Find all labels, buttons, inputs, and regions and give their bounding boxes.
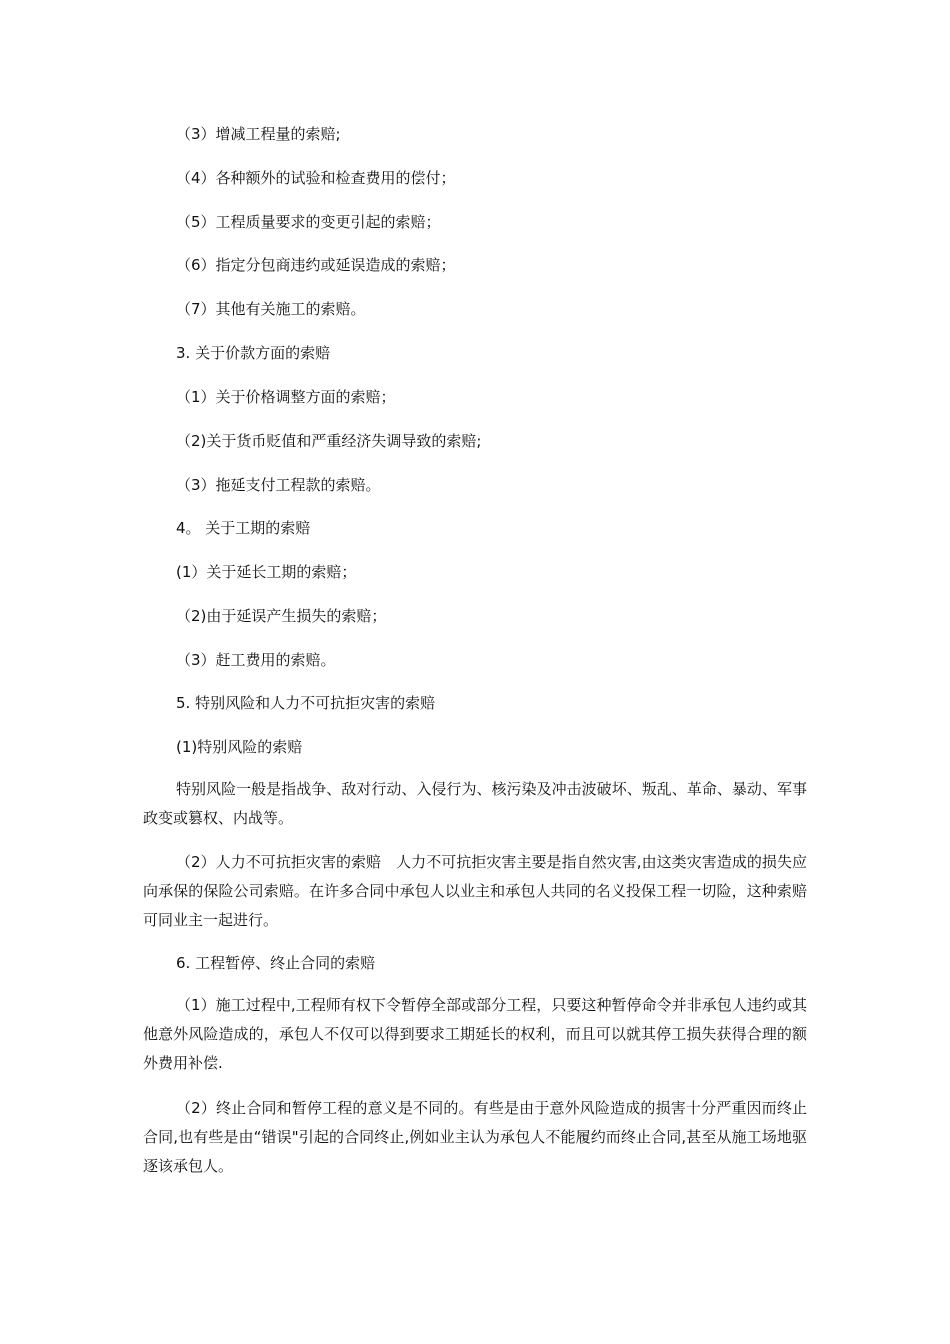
paragraph: 特别风险一般是指战争、敌对行动、入侵行为、核污染及冲击波破坏、叛乱、革命、暴动、军事政变或篡权、内战等。: [143, 780, 807, 827]
list-item: （1）关于价格调整方面的索赔；: [176, 388, 396, 406]
list-item: （7）其他有关施工的索赔。: [176, 300, 366, 318]
paragraph: （2）人力不可抗拒灾害的索赔 人力不可抗拒灾害主要是指自然灾害,由这类灾害造成的损失应向承保的保险公司索赔。在许多合同中承包人以业主和承包人共同的名义投保工程一切险，这种索赔可同业主一起进行。: [143, 853, 807, 929]
section-heading: 5. 特别风险和人力不可抗拒灾害的索赔: [176, 694, 436, 712]
section-heading: 4。 关于工期的索赔: [176, 519, 311, 537]
list-item: （2)关于货币贬值和严重经济失调导致的索赔;: [176, 432, 482, 450]
list-item: （2)由于延误产生损失的索赔；: [176, 607, 387, 625]
list-item: (1)特别风险的索赔: [176, 738, 303, 756]
list-item: (1）关于延长工期的索赔；: [176, 563, 357, 581]
list-item: （3）增减工程量的索赔;: [176, 125, 341, 143]
list-item: （3）拖延支付工程款的索赔。: [176, 476, 381, 494]
list-item: （3）赶工费用的索赔。: [176, 651, 336, 669]
list-item: （5）工程质量要求的变更引起的索赔；: [176, 213, 441, 231]
section-heading: 3. 关于价款方面的索赔: [176, 344, 331, 362]
paragraph: （2）终止合同和暂停工程的意义是不同的。有些是由于意外风险造成的损害十分严重因而终止合同,也有些是由“错误"引起的合同终止,例如业主认为承包人不能履约而终止合同,甚至从施工场地驱逐该承包人。: [143, 1099, 807, 1175]
paragraph: （1）施工过程中,工程师有权下令暂停全部或部分工程，只要这种暂停命令并非承包人违约或其他意外风险造成的，承包人不仅可以得到要求工期延长的权利，而且可以就其停工损失获得合理的额外费用补偿.: [143, 996, 807, 1072]
list-item: （6）指定分包商违约或延误造成的索赔；: [176, 256, 456, 274]
list-item: （4）各种额外的试验和检查费用的偿付；: [176, 169, 456, 187]
section-heading: 6. 工程暂停、终止合同的索赔: [176, 954, 376, 972]
